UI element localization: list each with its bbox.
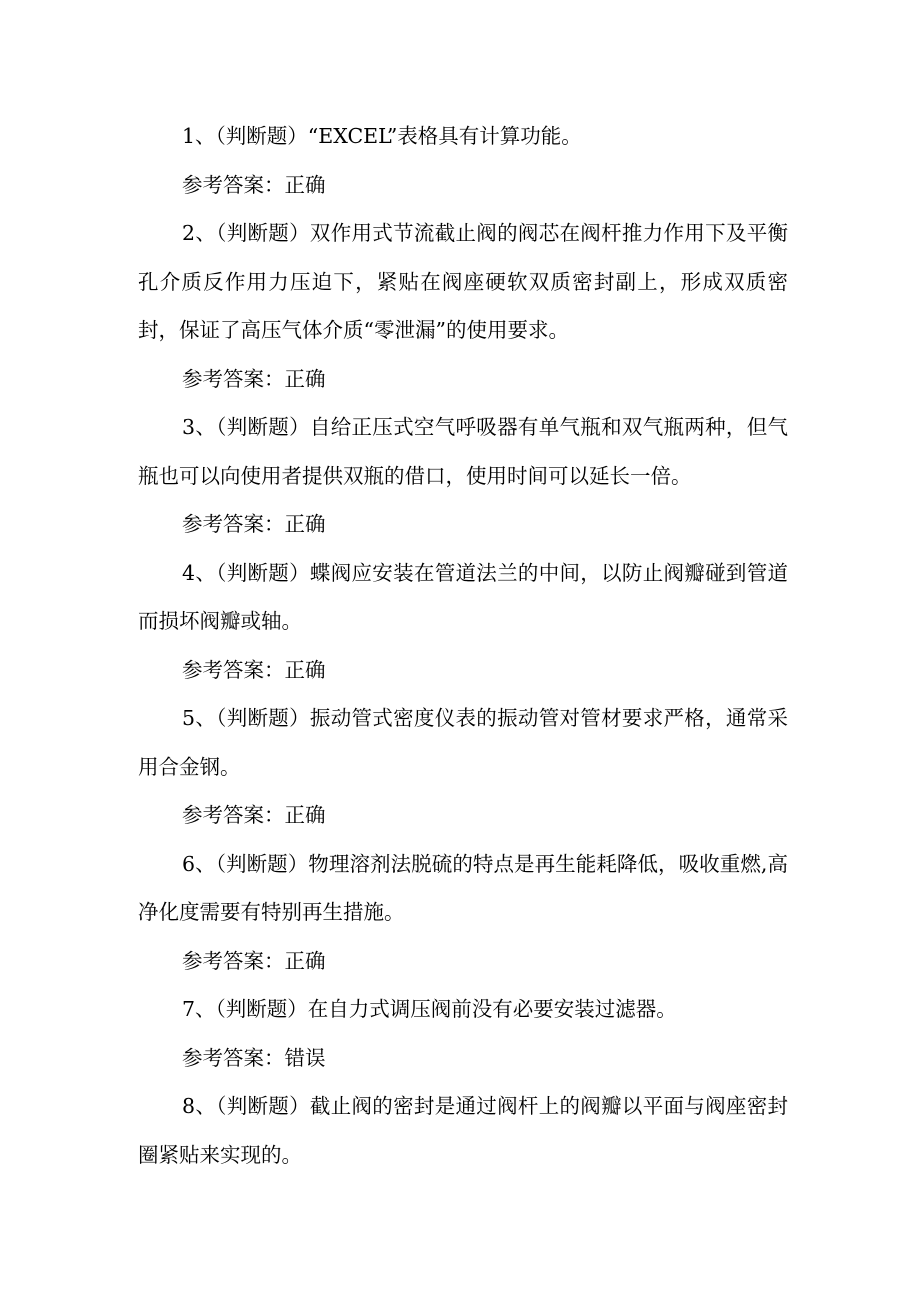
answer-2: 参考答案：正确 — [182, 366, 326, 391]
question-8: 8、（判断题）截止阀的密封是通过阀杆上的阀瓣以平面与阀座密封圈紧贴来实现的。 — [138, 1094, 788, 1167]
question-7: 7、（判断题）在自力式调压阀前没有必要安装过滤器。 — [182, 997, 677, 1021]
document-body — [138, 112, 788, 1179]
answer-6: 参考答案：正确 — [182, 948, 326, 973]
answer-7: 参考答案：错误 — [182, 1045, 326, 1070]
question-3: 3、（判断题）自给正压式空气呼吸器有单气瓶和双气瓶两种，但气瓶也可以向使用者提供双瓶的借口，使用时间可以延长一倍。 — [138, 415, 788, 488]
answer-3: 参考答案：正确 — [182, 512, 326, 536]
question-4: 4、（判断题）蝶阀应安装在管道法兰的中间，以防止阀瓣碰到管道而损坏阀瓣或轴。 — [138, 560, 788, 633]
question-2: 2、（判断题）双作用式节流截止阀的阀芯在阀杆推力作用下及平衡孔介质反作用力压迫下，紧贴在阀座硬软双质密封副上，形成双质密封，保证了高压气体介质“零泄漏”的使用要求。 — [138, 221, 788, 342]
answer-1: 参考答案：正确 — [182, 172, 326, 197]
question-1: 1、（判断题）“EXCEL”表格具有计算功能。 — [182, 124, 582, 148]
answer-4: 参考答案：正确 — [182, 657, 326, 682]
answer-5: 参考答案：正确 — [182, 803, 326, 827]
question-6: 6、（判断题）物理溶剂法脱硫的特点是再生能耗降低，吸收重燃,高净化度需要有特别再生措施。 — [138, 851, 788, 924]
question-5: 5、（判断题）振动管式密度仪表的振动管对管材要求严格，通常采用合金钢。 — [138, 706, 788, 779]
